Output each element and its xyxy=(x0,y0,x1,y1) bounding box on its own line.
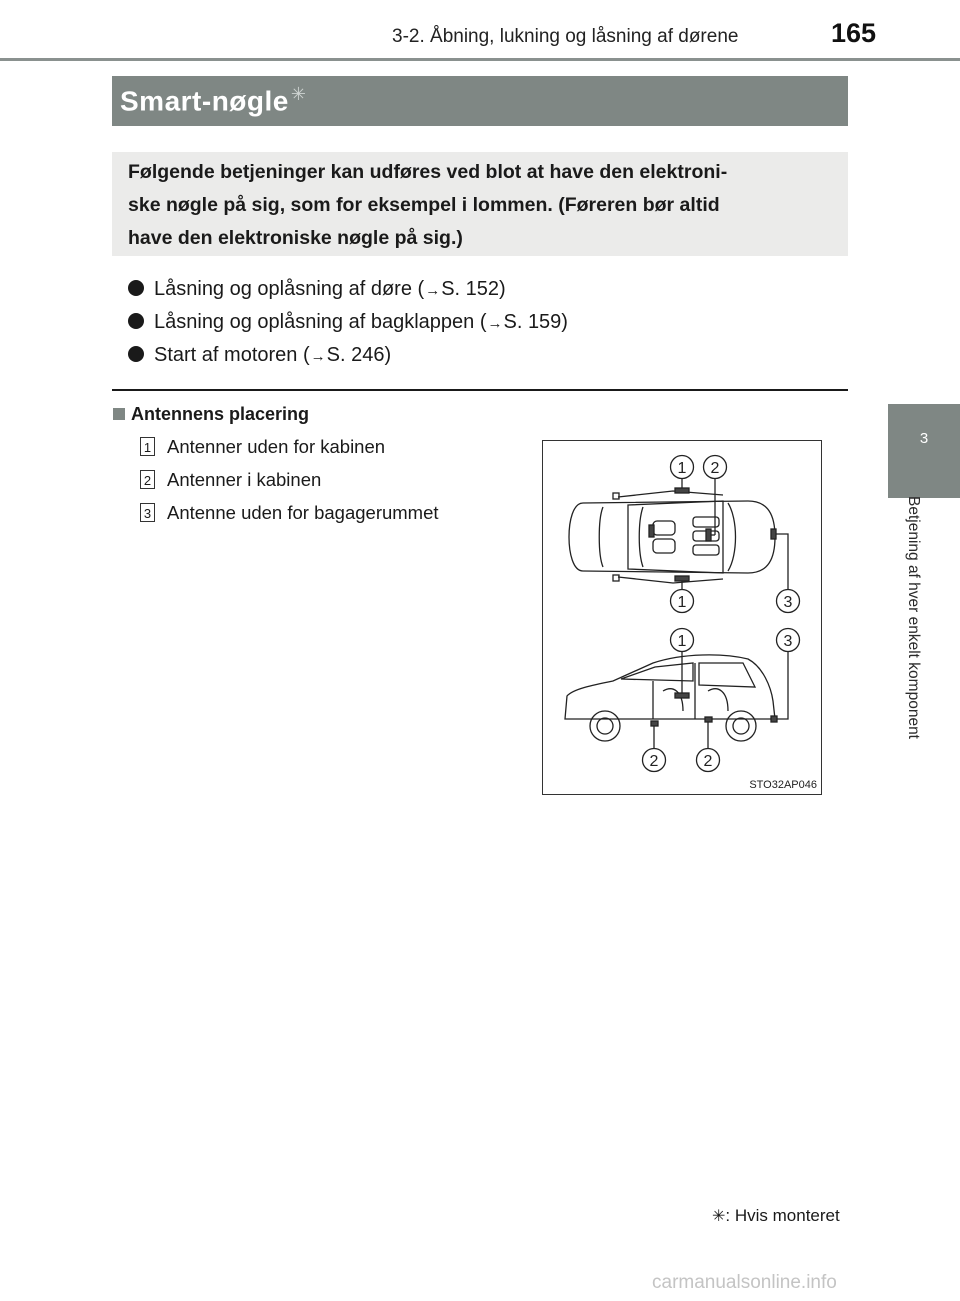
arrow-right-icon: → xyxy=(487,315,503,332)
car-diagram xyxy=(543,441,820,793)
callout-1 xyxy=(671,456,694,479)
legend-number: 3 xyxy=(140,503,155,522)
page-title-text: Smart-nøgle xyxy=(120,85,289,117)
svg-text:2: 2 xyxy=(703,753,713,770)
svg-text:1: 1 xyxy=(677,594,687,611)
page-reference[interactable]: S. 246) xyxy=(326,344,392,366)
intro-line: Følgende betjeninger kan udføres ved blot at have den elektroni- xyxy=(128,161,728,183)
callout-2 xyxy=(643,749,666,772)
intro-box xyxy=(112,152,848,256)
section-divider xyxy=(112,389,848,391)
svg-text:3: 3 xyxy=(783,594,793,611)
antenna-location-figure xyxy=(542,440,822,795)
page-title-bar xyxy=(112,76,848,126)
legend-item: 2 Antenner i kabinen xyxy=(140,469,321,491)
header-divider xyxy=(0,58,960,61)
asterisk-icon: ✳ xyxy=(712,1208,726,1225)
legend-item: 1 Antenner uden for kabinen xyxy=(140,436,385,458)
arrow-right-icon: → xyxy=(425,282,441,299)
page-reference[interactable]: S. 152) xyxy=(441,278,506,300)
callout-1 xyxy=(671,590,694,613)
bullet-item: Start af motoren (→S. 246) xyxy=(128,344,391,367)
section-title: 3-2. Åbning, lukning og låsning af dørene xyxy=(392,26,739,47)
svg-text:2: 2 xyxy=(649,753,659,770)
callout-3 xyxy=(777,629,800,652)
page-number: 165 xyxy=(831,18,877,48)
footnote: ✳: Hvis monteret xyxy=(712,1206,840,1225)
legend-number: 2 xyxy=(140,470,155,489)
svg-text:2: 2 xyxy=(710,460,720,477)
callout-1 xyxy=(671,629,694,652)
bullet-item: Låsning og oplåsning af bagklappen (→S. 159) xyxy=(128,311,568,334)
page-reference[interactable]: S. 159) xyxy=(503,311,568,333)
callout-2 xyxy=(697,749,720,772)
arrow-right-icon: → xyxy=(310,348,326,365)
bullet-item: Låsning og oplåsning af døre (→S. 152) xyxy=(128,278,506,301)
chapter-number: 3 xyxy=(919,430,929,447)
intro-line: ske nøgle på sig, som for eksempel i lommen. (Føreren bør altid xyxy=(128,194,720,216)
chapter-tab xyxy=(888,404,960,498)
chapter-title: Betjening af hver enkelt komponent xyxy=(905,496,922,739)
page-title xyxy=(120,84,306,117)
svg-text:1: 1 xyxy=(677,633,687,650)
asterisk-icon: ✳ xyxy=(290,84,307,104)
bullet-icon xyxy=(128,280,144,296)
callout-3 xyxy=(777,590,800,613)
svg-text:1: 1 xyxy=(677,460,687,477)
intro-line: have den elektroniske nøgle på sig.) xyxy=(128,227,463,249)
bullet-icon xyxy=(128,346,144,362)
callout-2 xyxy=(704,456,727,479)
legend-item: 3 Antenne uden for bagagerummet xyxy=(140,502,439,524)
watermark: carmanualsonline.info xyxy=(652,1272,837,1293)
legend-number: 1 xyxy=(140,437,155,456)
svg-text:3: 3 xyxy=(783,633,793,650)
square-bullet-icon xyxy=(113,408,125,420)
subsection-heading: Antennens placering xyxy=(113,404,309,425)
bullet-icon xyxy=(128,313,144,329)
figure-code: STO32AP046 xyxy=(749,779,817,791)
